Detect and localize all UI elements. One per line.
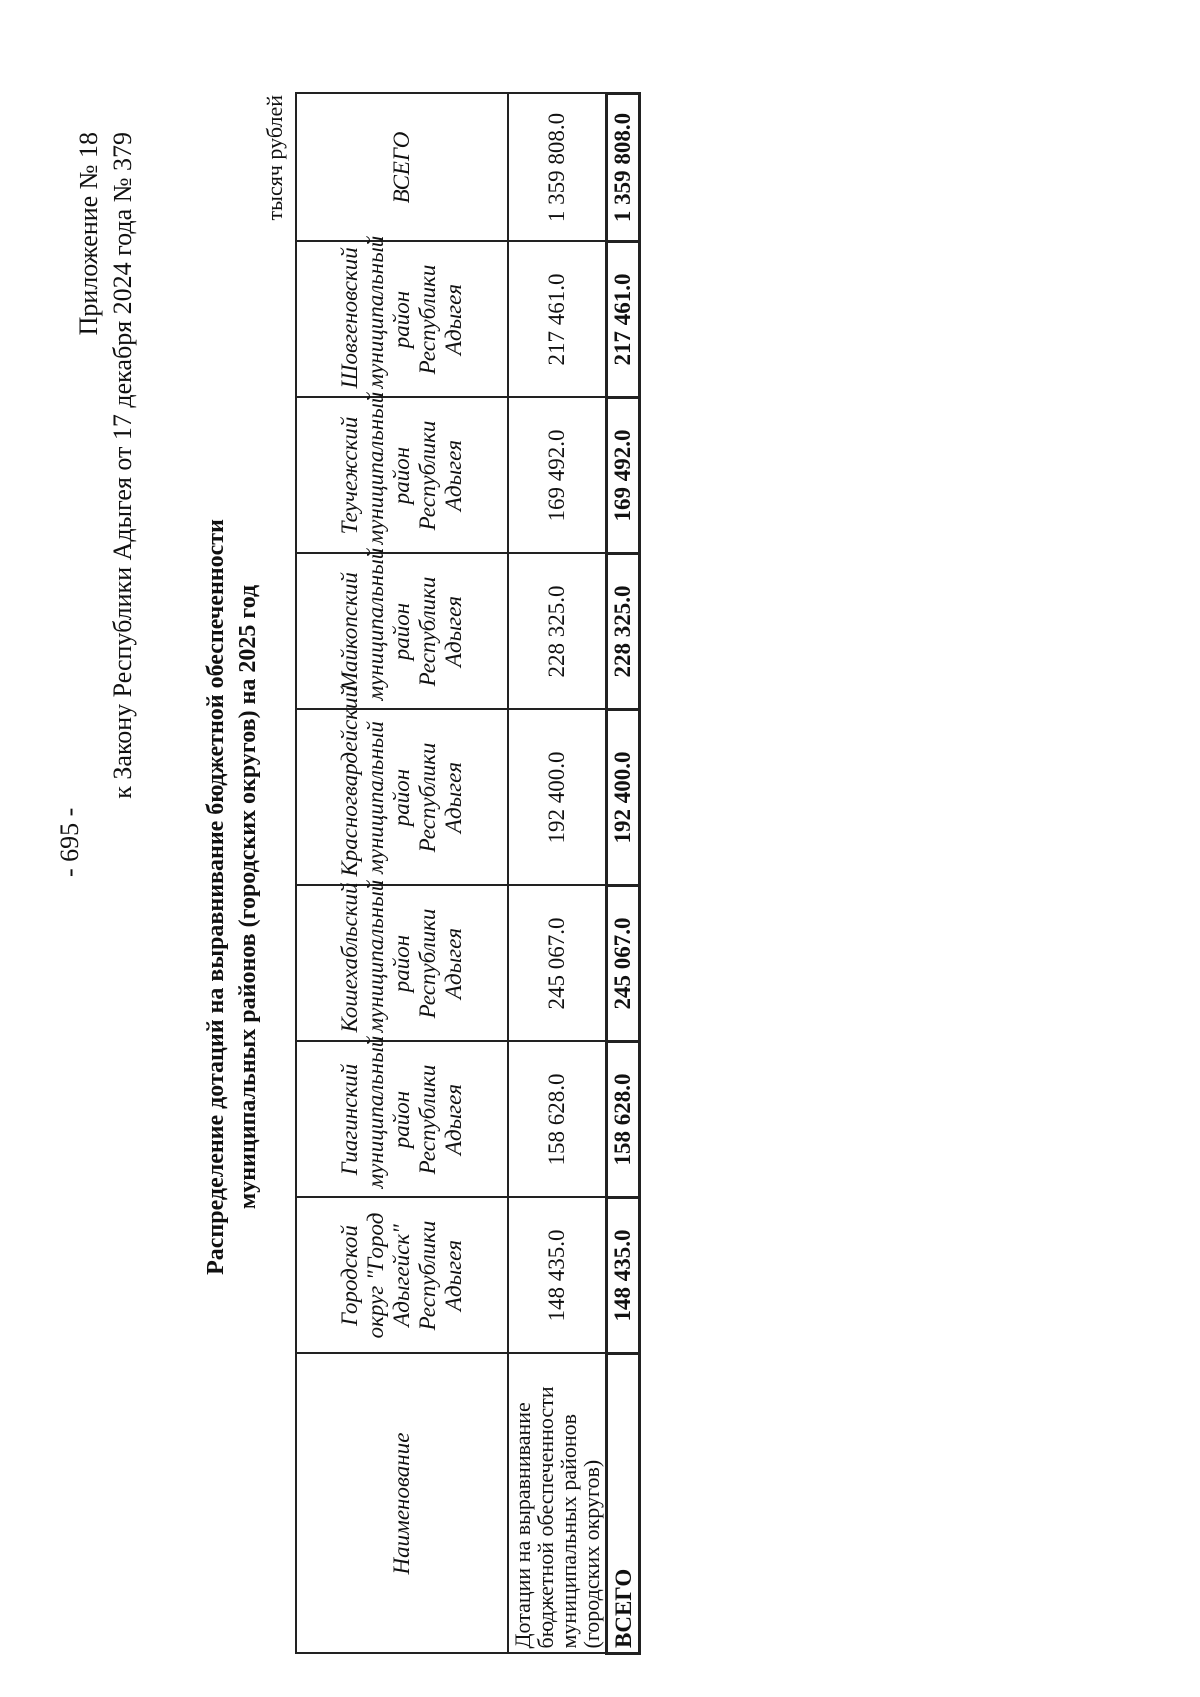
header-col-3: Красногвардейский муниципальный район Республики Адыгея xyxy=(296,710,508,886)
row-value-1: 158 628.0 xyxy=(508,1042,607,1198)
total-value-1: 158 628.0 xyxy=(607,1042,640,1198)
header-col-7: ВСЕГО xyxy=(296,94,508,242)
title-line2: муниципальных районов (городских округов) на 2025 год xyxy=(235,584,261,1210)
title-line1: Распределение дотаций на выравнивание бюджетной обеспеченности xyxy=(203,519,229,1275)
total-value-6: 217 461.0 xyxy=(607,242,640,398)
total-value-4: 228 325.0 xyxy=(607,554,640,710)
row-value-4: 228 325.0 xyxy=(508,554,607,710)
header-col-1: Гиагинский муниципальный район Республики Адыгея xyxy=(296,1042,508,1198)
document-title xyxy=(200,257,264,1537)
row-label: Дотации на выравнивание бюджетной обеспеченности муниципальных районов (городских округов) xyxy=(508,1354,607,1654)
appendix-line1: Приложение № 18 xyxy=(74,132,103,336)
table-total-row xyxy=(607,94,640,1654)
total-value-7: 1 359 808.0 xyxy=(607,94,640,242)
row-value-6: 217 461.0 xyxy=(508,242,607,398)
total-value-5: 169 492.0 xyxy=(607,398,640,554)
appendix-line2: к Закону Республики Адыгея от 17 декабря 2024 года № 379 xyxy=(108,132,137,799)
row-value-3: 192 400.0 xyxy=(508,710,607,886)
total-label: ВСЕГО xyxy=(607,1354,640,1654)
header-col-4: Майкопский муниципальный район Республики Адыгея xyxy=(296,554,508,710)
header-col-0: Городской округ "Город Адыгейск" Республики Адыгея xyxy=(296,1198,508,1354)
header-col-2: Кошехабльский муниципальный район Республики Адыгея xyxy=(296,886,508,1042)
row-value-5: 169 492.0 xyxy=(508,398,607,554)
total-value-2: 245 067.0 xyxy=(607,886,640,1042)
row-value-7: 1 359 808.0 xyxy=(508,94,607,242)
page-number: - 695 - xyxy=(55,807,84,877)
appendix-header xyxy=(72,132,140,799)
units-label: тысяч рублей xyxy=(262,95,287,221)
row-value-2: 245 067.0 xyxy=(508,886,607,1042)
table-header-row xyxy=(296,94,508,1654)
header-name: Наименование xyxy=(296,1354,508,1654)
header-col-5: Теучежский муниципальный район Республики Адыгея xyxy=(296,398,508,554)
table-row xyxy=(508,94,607,1654)
row-value-0: 148 435.0 xyxy=(508,1198,607,1354)
distribution-table xyxy=(295,92,641,1655)
header-col-6: Шовгеновский муниципальный район Республики Адыгея xyxy=(296,242,508,398)
total-value-0: 148 435.0 xyxy=(607,1198,640,1354)
total-value-3: 192 400.0 xyxy=(607,710,640,886)
